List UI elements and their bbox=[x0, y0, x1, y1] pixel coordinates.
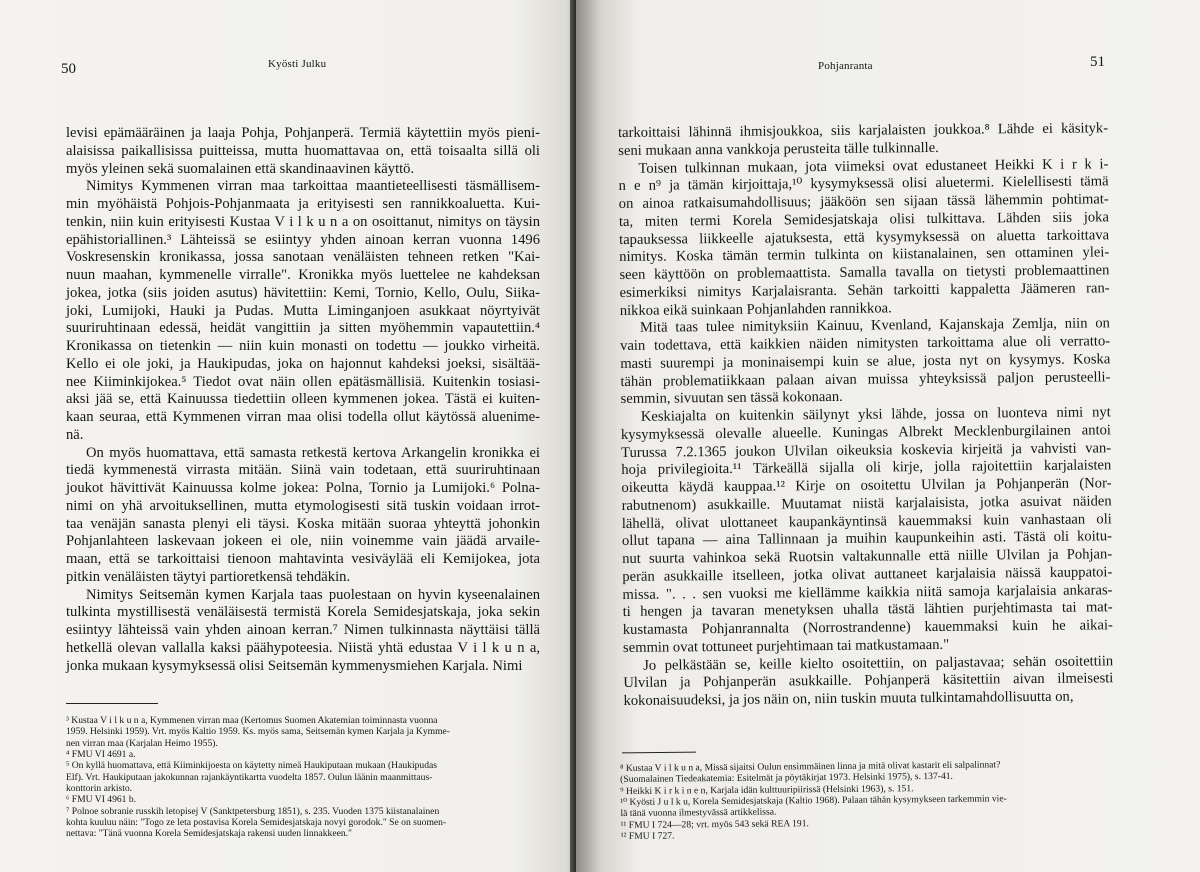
text-line: oikeutta käydä kauppaa.¹² Kirje on osoitettu Ulvilan ja Pohjanperän (Nor- bbox=[621, 475, 1112, 496]
text-line: lähellä, olivat ulottaneet kaupankäyntinsä kauemmaksi kuin vanhastaan oli bbox=[621, 510, 1112, 532]
footnote-line: ¹¹ FMU I 724—28; vrt. myös 543 sekä REA 191. bbox=[620, 817, 809, 831]
text-line: missa. ". . . sen vuoksi me kiellämme kaikkia niitä samoja karjalaisia ankaras- bbox=[622, 581, 1113, 603]
paragraph bbox=[621, 404, 1113, 657]
text-line: n e n⁹ ja tämän kirjoittaja,¹⁰ kysymyksessä olisi aluetermi. Kielellisesti tämä bbox=[618, 173, 1109, 195]
text-line: nikkoa eikä suinkaan Pohjanlahden rannikkoa. bbox=[619, 299, 892, 319]
text-line: nä. bbox=[66, 426, 84, 443]
body-text bbox=[618, 120, 1114, 710]
footnote-line: ¹⁰ Kyösti J u l k u, Korela Semidesjatskaja (Kaltio 1968). Palaan tähän kysymykseen tarkemmin vie- bbox=[620, 793, 1007, 809]
text-line: nimitys. Koska tämän termin tulkinta on kiistanalainen, sen ottaminen ylei- bbox=[619, 244, 1110, 266]
page-number: 51 bbox=[1090, 54, 1105, 70]
paragraph bbox=[620, 316, 1111, 409]
footnote-line: Elf). Vrt. Haukiputaan jakokunnan rajankäyntikartta vuodelta 1857. Oulun läänin maanmittaus- bbox=[66, 771, 433, 783]
text-line: ti hengen ja tavaran menetyksen uhalla tästä lähtien purjehtimasta tai mat- bbox=[622, 599, 1113, 621]
text-line: Kello ei ole joki, ja Haukipudas, joka on hajonnut kahdeksi joeksi, sisältää- bbox=[66, 355, 540, 372]
text-line: tarkoittaisi lähinnä ihmisjoukkoa, siis karjalaisten joukkoa.⁸ Lähde ei käsityk- bbox=[618, 120, 1109, 141]
running-head: Pohjanranta bbox=[818, 60, 873, 72]
paragraph bbox=[618, 156, 1110, 320]
text-line: esiintyy lähteissä vain yhden ainoan kerran.⁷ Nimen tulkinnasta näyttäisi tällä bbox=[66, 622, 540, 638]
text-line: tiedä kymmenestä virrasta mitään. Siinä vain todetaan, että suuriruhtinaan bbox=[66, 462, 540, 479]
text-line: Kronikassa on tietenkin — niin kuin monasti on todettu — joukko virheitä. bbox=[66, 338, 540, 354]
text-line: Turussa 7.2.1365 joukon Ulvilan oikeuksia koskevia kirjeitä ja vahvisti van- bbox=[621, 439, 1112, 461]
text-line: ta, miten termi Korela Semidesjatskaja olisi tulkittava. Lähden siis joka bbox=[618, 209, 1109, 230]
text-line: kokonaisuudeksi, ja jos näin on, niin tuskin muuta tulkintamahdollisuutta on, bbox=[623, 688, 1074, 709]
footnote-line: ¹² FMU I 727. bbox=[620, 830, 675, 843]
text-line: Keskiajalta on kuitenkin säilynyt yksi lähde, jossa on luonteva nimi nyt bbox=[640, 404, 1111, 425]
footnote-line: ⁷ Polnoe sobranie russkih letopisej V (Sanktpetersburg 1851), s. 235. Vuoden 1375 kiistanalainen bbox=[66, 805, 440, 817]
text-line: vain todettava, että kaikkien näiden nimitysten tarkoittama alue oli verratto- bbox=[620, 333, 1111, 354]
footnote-line: ⁵ On kyllä huomattava, että Kiiminkijoesta on käytetty nimeä Haukiputaan mukaan (Haukipudas bbox=[66, 760, 438, 772]
text-line: nuun maahan, kymmenelle virralle". Kronikka myös luettelee ne kahdeksan bbox=[66, 267, 540, 283]
footnote-line: kohta kuuluu näin: "Togo ze leta postavisa Korela Semidesjatskaja novyi gorodok." Se on suomen- bbox=[66, 817, 447, 829]
text-line: joukot hävittivät Kainuussa kolme jokea: Polna, Tornio ja Lumijoki.⁶ Polna- bbox=[66, 480, 540, 496]
text-line: taa venäjän sanasta plenyi eli täysi. Koska mitään suoraa yhteyttä johonkin bbox=[66, 515, 540, 532]
text-line: hetkellä olevan vallalla kaksi päähypoteesia. Niistä yhtä edustaa V i l k u n a, bbox=[66, 639, 540, 656]
text-line: ollut tapana — aina Tallinnaan ja muihin kaupunkeihin asti. Tästä oli koitu- bbox=[621, 528, 1113, 550]
text-line: levisi epämääräinen ja laaja Pohja, Pohjanperä. Termiä käytettiin myös pieni- bbox=[66, 125, 540, 141]
text-line: seni mukaan anna vankkoja perusteita tälle tulkinnalle. bbox=[618, 139, 939, 159]
text-line: semmin, sivuutan sen tässä kokonaan. bbox=[620, 389, 843, 408]
body-text bbox=[66, 125, 540, 675]
footnote-line: nen virran maa (Karjalan Heimo 1955). bbox=[66, 737, 218, 749]
footnote-line: ⁶ FMU VI 4961 b. bbox=[66, 794, 137, 806]
text-line: maan, että se tarkoittaisi tienoon mahtavinta vesiväylää eli Kemijokea, jota bbox=[66, 551, 540, 567]
paragraph bbox=[623, 653, 1113, 711]
text-line: seen käyttöön on problemaattista. Samalla tavalla on tietysti problemaattinen bbox=[619, 262, 1110, 283]
text-line: joki, Lumijoki, Hauki ja Pudas. Mutta Liminganjoen asukkaat nöyrtyivät bbox=[66, 302, 540, 319]
left-page bbox=[0, 0, 584, 872]
footnote-rule bbox=[622, 752, 696, 754]
text-line: rabutnenom) asukkaille. Muutamat niistä karjalaisista, jotka asuivat näiden bbox=[621, 493, 1112, 514]
text-line: nut suurta vahinkoa sekä Ruotsin valtakunnalle että niille Ulvilan ja Pohjan- bbox=[622, 546, 1113, 567]
footnote-line: nettava: "Tänä vuonna Korela Semidesjatskaja rakensi uuden linnakkeen." bbox=[66, 828, 352, 840]
footnote-line: (Suomalainen Tiedeakatemia: Esitelmät ja pöytäkirjat 1973. Helsinki 1975), s. 137-41. bbox=[620, 771, 953, 786]
footnotes bbox=[620, 758, 1121, 842]
text-line: Mitä taas tulee nimityksiin Kainuu, Kvenland, Kajanskaja Zemlja, niin on bbox=[639, 315, 1111, 337]
text-line: on ainoa ratkaisumahdollisuus; jääköön sen sijaan tässä lähemmin pohtimat- bbox=[618, 191, 1109, 212]
text-line: Ulvilan ja Pohjanperän asukkaille. Pohjanperä käsitettiin aivan ilmeisesti bbox=[623, 670, 1114, 692]
text-line: pitkin venäläisten täytyi partioretkensä tehdäkin. bbox=[66, 568, 351, 585]
footnote-line: ⁹ Heikki K i r k i n e n, Karjala idän kulttuuripiirissä (Helsinki 1963), s. 151. bbox=[620, 782, 914, 797]
text-line: Jo pelkästään se, keille kielto osoitettiin, on paljastavaa; sehän osoitettiin bbox=[643, 652, 1114, 674]
footnote-line: 1959. Helsinki 1959). Vrt. myös Kaltio 1959. Ks. myös sama, Seitsemän kymen Karjala ja Kymme- bbox=[66, 726, 451, 738]
text-line: nee Kiiminkijokea.⁵ Tiedot ovat näin ollen epätäsmällisiä. Kuitenkin tosiasi- bbox=[66, 373, 540, 390]
text-line: On myös huomattava, että samasta retkestä kertova Arkangelin kronikka ei bbox=[86, 444, 540, 461]
text-line: Voskresenskin kronikassa, jossa sanotaan venäläisten tehneen retken "Kai- bbox=[66, 249, 540, 266]
text-line: perän asukkaille itselleen, jotka olivat auttaneet karjalaisia näissä kauppatoi- bbox=[622, 564, 1113, 585]
running-head: Kyösti Julku bbox=[268, 58, 327, 70]
text-line: kaan seuraa, että Kymmenen virran maa olisi todella ollut käytössä aluenime- bbox=[66, 409, 540, 425]
footnote-line: ³ Kustaa V i l k u n a, Kymmenen virran maa (Kertomus Suomen Akatemian toiminnasta vuonna bbox=[66, 715, 438, 726]
page-number: 50 bbox=[61, 61, 76, 77]
text-line: Pohjanlahteen laskevaan jokeen ei ole, niin voinemme vain jäädä arvaile- bbox=[66, 533, 540, 550]
text-line: nimi on yhä arvoituksellinen, mutta etymologisesti sitä tuskin voidaan irrot- bbox=[66, 497, 540, 514]
right-page bbox=[576, 0, 1200, 872]
text-line: tenkin, niin kuin erityisesti Kustaa V i l k u n a on osoittanut, nimitys on täysin bbox=[66, 213, 540, 230]
text-line: Nimitys Seitsemän kymen Karjala taas puolestaan on hyvin kyseenalainen bbox=[86, 586, 540, 603]
paragraph bbox=[66, 125, 540, 178]
text-line: suuriruhtinaan edessä, heidät vangittiin ja sitten myöhemmin vapautettiin.⁴ bbox=[66, 320, 540, 337]
text-line: aksi jää se, että Kainuussa tiedettiin olleen kymmenen jokea. Tästä ei kuiten- bbox=[66, 391, 540, 408]
footnotes bbox=[66, 715, 546, 840]
text-line: myös yleinen sekä suomalainen että skandinaavinen käyttö. bbox=[66, 160, 415, 177]
text-line: esimerkiksi nimitys Karjalaisranta. Sehän tarkoitti kappaletta Jäämeren ran- bbox=[619, 280, 1110, 301]
text-line: tulkinta mystillisestä venäläisestä termistä Korela Semidesjatskaja, joka sekin bbox=[66, 604, 540, 621]
paragraph bbox=[618, 120, 1108, 160]
footnote-line: lä tänä vuonna ilmestyvässä artikkelissa. bbox=[620, 806, 777, 820]
footnote-line: ⁸ Kustaa V i l k u n a, Missä sijaitsi Oulun ensimmäinen linna ja mitä olivat kastarit eli salpalinnat? bbox=[620, 759, 1001, 774]
text-line: tapauksessa liikkeelle ajatuksesta, että kysymyksessä on aluetta tarkoittava bbox=[619, 226, 1110, 248]
paragraph bbox=[66, 587, 540, 676]
text-line: kysymyksessä olevalle alueelle. Kuningas Albrekt Mecklenburgilainen antoi bbox=[620, 422, 1112, 443]
text-line: epähistoriallinen.³ Lähteissä se esiintyy yhden ainoan kerran vuonna 1496 bbox=[66, 231, 540, 248]
paragraph bbox=[66, 445, 540, 587]
footnote-rule bbox=[66, 703, 158, 704]
text-line: hoja privilegioita.¹¹ Tärkeällä sijalla oli kirje, jolla rajoitettiin karjalaisten bbox=[621, 457, 1112, 479]
footnote-line: ⁴ FMU VI 4691 a. bbox=[66, 749, 136, 761]
text-line: Nimitys Kymmenen virran maa tarkoittaa maantieteellisesti täsmällisem- bbox=[86, 178, 540, 195]
text-line: Toisen tulkinnan mukaan, jota viimeksi ovat edustaneet Heikki K i r k i- bbox=[638, 155, 1109, 177]
text-line: tähän problematiikkaan palaan aivan muissa yhteyksissä paljon perusteelli- bbox=[620, 368, 1111, 390]
text-line: semmin ovat tottuneet purjehtimaan tai matkustamaan." bbox=[622, 636, 950, 656]
text-line: masti suurempi ja moninaisempi kuin se alue, josta nyt on kysymys. Koska bbox=[620, 351, 1111, 372]
text-line: alaisissa paikallisissa puitteissa, mutta huomattavaa on, että toisaalta sillä oli bbox=[66, 142, 540, 159]
paragraph bbox=[66, 178, 540, 444]
text-line: min myöhäistä Pohjois-Pohjanmaata ja erityisesti sen rannikkoaluetta. Kui- bbox=[66, 196, 540, 212]
text-line: jokea, jotka (siis joiden asutus) hävitettiin: Kemi, Tornio, Kello, Oulu, Siika- bbox=[66, 284, 540, 301]
text-line: jonka mukaan kysymyksessä olisi Seitsemän kymmenysmiehen Karjala. Nimi bbox=[66, 657, 523, 674]
footnote-line: konttorin arkisto. bbox=[66, 783, 133, 795]
text-line: kustamasta Pohjanrannalta (Norrostrandenne) kauemmaksi kuin he aikai- bbox=[622, 617, 1113, 638]
